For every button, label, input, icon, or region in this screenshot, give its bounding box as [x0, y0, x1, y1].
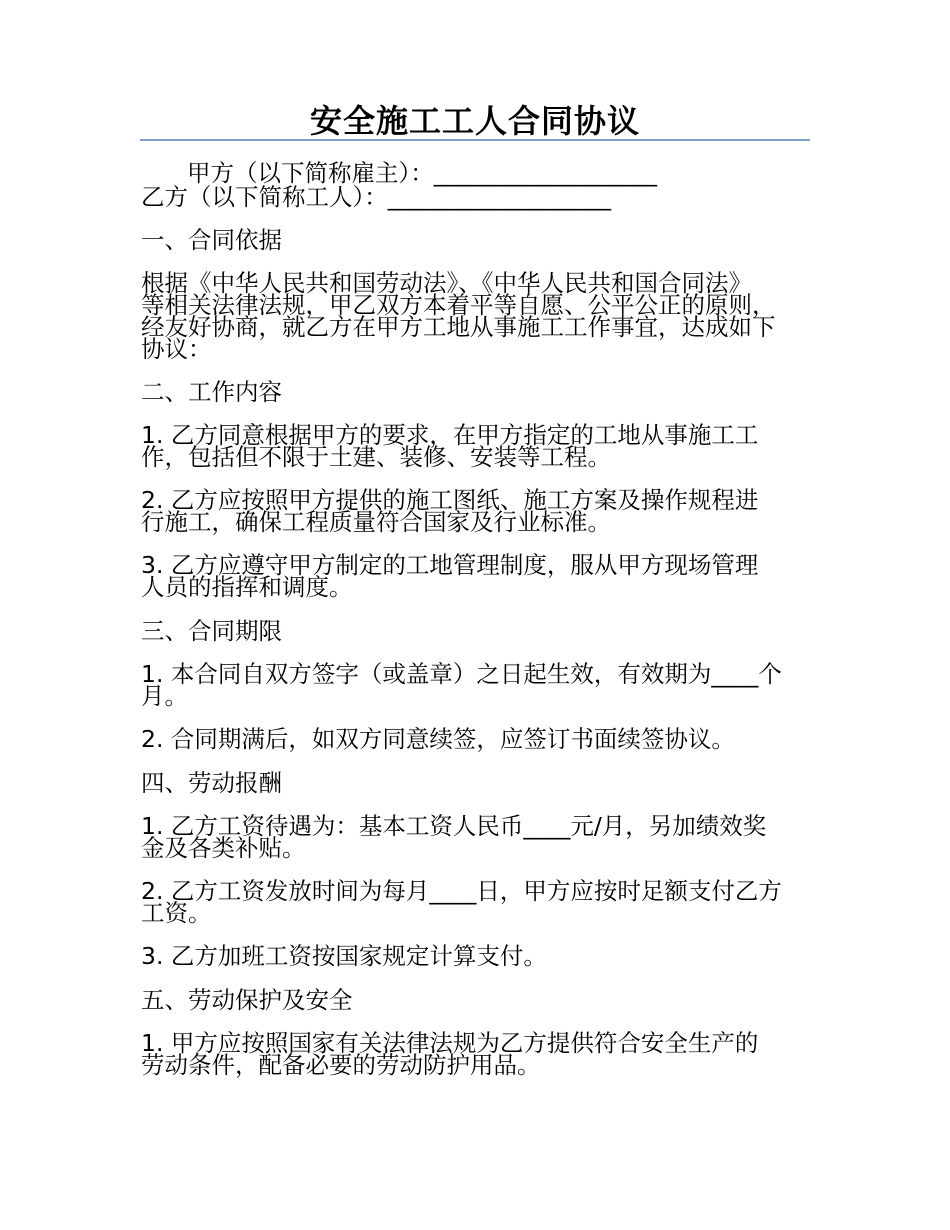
text-line: 根据《中华人民共和国劳动法》、《中华人民共和国合同法》 — [141, 269, 752, 297]
paragraph-pay-3 — [141, 942, 811, 970]
text-line: 2. 乙方工资发放时间为每月____日，甲方应按时足额支付乙方 — [141, 877, 782, 905]
text-line: 等相关法律法规，甲乙双方本着平等自愿、公平公正的原则， — [141, 291, 776, 319]
paragraph-term-1 — [141, 660, 811, 710]
paragraph-term-2 — [141, 725, 811, 753]
text-line: 人员的指挥和调度。 — [141, 573, 353, 601]
text-line: 2. 合同期满后，如双方同意续签，应签订书面续签协议。 — [141, 725, 735, 753]
section-heading-term: 三、合同期限 — [141, 617, 282, 645]
text-line: 3. 乙方应遵守甲方制定的工地管理制度，服从甲方现场管理 — [141, 551, 759, 579]
document-title: 安全施工工人合同协议 — [309, 102, 640, 140]
section-heading-work-content: 二、工作内容 — [141, 378, 282, 406]
text-line: 协议： — [141, 335, 212, 363]
section-heading-remuneration: 四、劳动报酬 — [141, 769, 282, 797]
text-line: 1. 本合同自双方签字（或盖章）之日起生效，有效期为____个 — [141, 660, 782, 688]
paragraph-pay-1 — [141, 812, 811, 862]
party-a-line: 甲方（以下简称雇主）：___________________ — [187, 159, 657, 187]
party-b-line: 乙方（以下简称工人）：___________________ — [141, 183, 611, 211]
section-heading-labor-protection: 五、劳动保护及安全 — [141, 986, 353, 1014]
paragraph-work-1 — [141, 421, 811, 471]
text-line: 1. 乙方工资待遇为：基本工资人民币____元/月，另加绩效奖 — [141, 812, 767, 840]
text-line: 劳动条件，配备必要的劳动防护用品。 — [141, 1051, 541, 1079]
text-line: 金及各类补贴。 — [141, 834, 306, 862]
text-line: 月。 — [141, 682, 188, 710]
paragraph-work-3 — [141, 551, 811, 601]
paragraph-basis — [141, 269, 811, 363]
title-underline — [140, 139, 810, 141]
section-heading-basis: 一、合同依据 — [141, 226, 282, 254]
text-line: 1. 甲方应按照国家有关法律法规为乙方提供符合安全生产的 — [141, 1029, 759, 1057]
paragraph-work-2 — [141, 486, 811, 536]
text-line: 工资。 — [141, 899, 212, 927]
text-line: 3. 乙方加班工资按国家规定计算支付。 — [141, 942, 547, 970]
paragraph-pay-2 — [141, 877, 811, 927]
text-line: 1. 乙方同意根据甲方的要求，在甲方指定的工地从事施工工 — [141, 421, 759, 449]
paragraph-protection-1 — [141, 1029, 811, 1079]
text-line: 行施工，确保工程质量符合国家及行业标准。 — [141, 508, 611, 536]
text-line: 经友好协商，就乙方在甲方工地从事施工工作事宜，达成如下 — [141, 313, 776, 341]
text-line: 作，包括但不限于土建、装修、安装等工程。 — [141, 443, 611, 471]
text-line: 2. 乙方应按照甲方提供的施工图纸、施工方案及操作规程进 — [141, 486, 759, 514]
